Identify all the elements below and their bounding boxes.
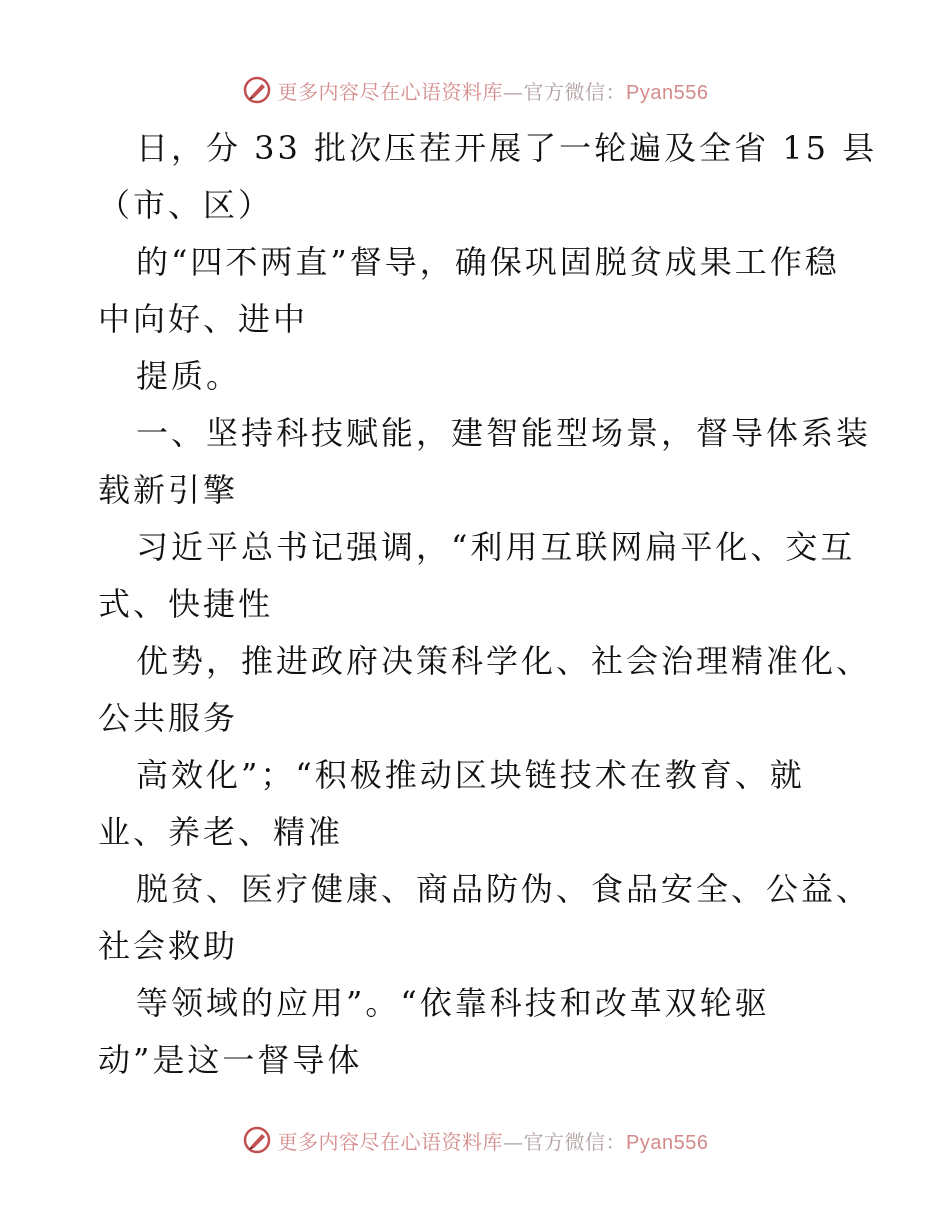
- body-line: 动”是这一督导体: [98, 1041, 363, 1079]
- document-body: [98, 120, 878, 1089]
- body-line: （市、区）: [98, 186, 274, 224]
- body-line: 公共服务: [98, 699, 239, 737]
- pen-logo-icon: [242, 1125, 272, 1155]
- pen-logo-icon: [242, 75, 272, 105]
- footer-banner-text: 更多内容尽在心语资料库—官方微信：Pyan556: [277, 1129, 709, 1154]
- body-line: 日，分 33 批次压茬开展了一轮遍及全省 15 县: [136, 129, 878, 167]
- body-line: 高效化”；“积极推动区块链技术在教育、就: [136, 756, 805, 794]
- body-line: 等领域的应用”。“依靠科技和改革双轮驱: [136, 984, 770, 1022]
- header-wechat-id: Pyan556: [626, 81, 709, 104]
- footer-wechat-id: Pyan556: [626, 1131, 709, 1154]
- body-line: 中向好、进中: [98, 300, 309, 338]
- body-line: 式、快捷性: [98, 585, 274, 623]
- section-heading: 一、坚持科技赋能，建智能型场景，督导体系装: [136, 414, 872, 452]
- body-line: 习近平总书记强调，“利用互联网扁平化、交互: [136, 528, 856, 566]
- header-banner-text: 更多内容尽在心语资料库—官方微信：Pyan556: [277, 79, 709, 104]
- footer-banner: [0, 1120, 950, 1160]
- body-line: 社会救助: [98, 927, 239, 965]
- body-line: 优势，推进政府决策科学化、社会治理精准化、: [136, 642, 872, 680]
- body-line: 提质。: [136, 357, 242, 395]
- body-line: 脱贫、医疗健康、商品防伪、食品安全、公益、: [136, 870, 872, 908]
- body-line: 的“四不两直”督导，确保巩固脱贫成果工作稳: [136, 243, 840, 281]
- section-heading-continued: 载新引擎: [98, 471, 239, 509]
- body-line: 业、养老、精准: [98, 813, 344, 851]
- header-banner: [0, 70, 950, 110]
